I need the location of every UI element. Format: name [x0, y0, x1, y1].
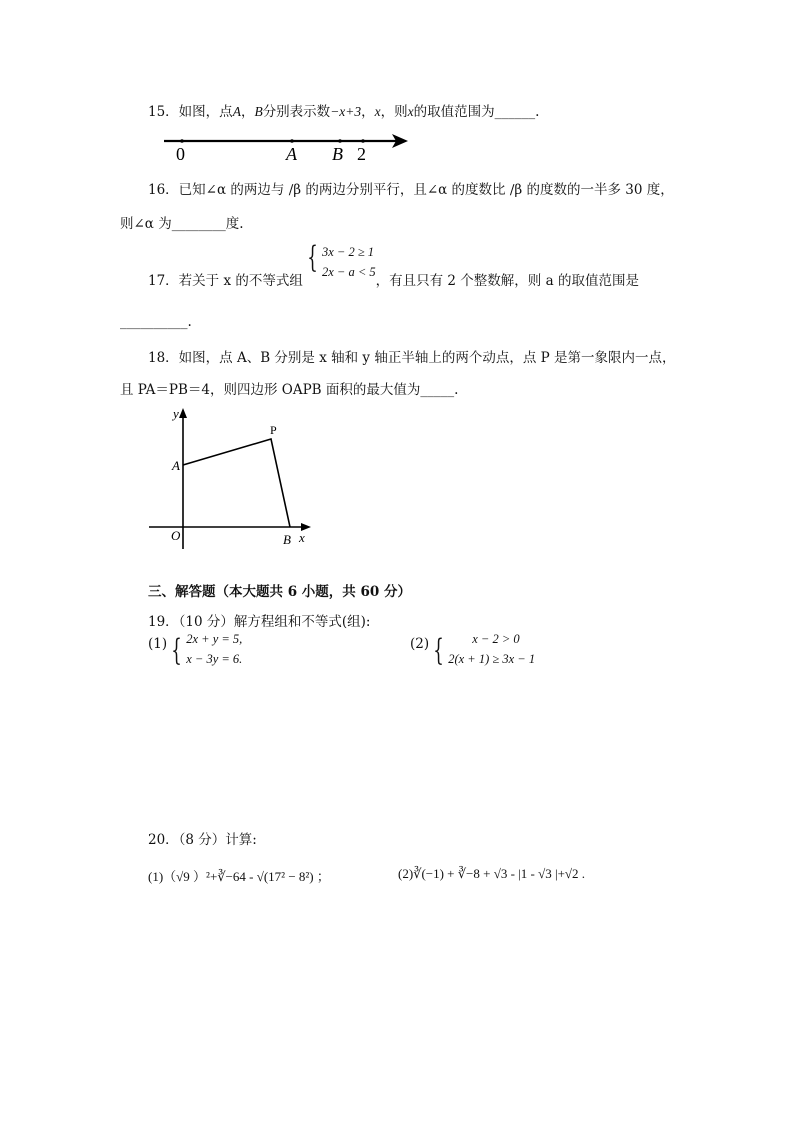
fig-b-label: B	[283, 532, 291, 547]
q17-ineq2: 2x − a < 5	[321, 264, 376, 279]
q15-line	[148, 100, 539, 120]
q20-title: 20．（8 分）计算:	[148, 832, 257, 848]
q19-p1-label: (1)	[148, 636, 168, 652]
numberline-zero: 0	[176, 144, 185, 164]
q15-text-a: 15．如图，点	[148, 104, 233, 120]
q19-p2-eq2: 2(x + 1) ≥ 3x − 1	[448, 651, 536, 666]
q16-line2: 则∠α 为________度.	[120, 216, 244, 232]
section-heading: 三、解答题（本大题共 6 小题，共 60 分）	[148, 584, 411, 600]
numberline-point-b: B	[332, 144, 343, 164]
q19-p1-eq1: 2x + y = 5,	[186, 631, 243, 646]
q15-expr1: −x+3	[330, 104, 362, 119]
q15-x: x	[374, 104, 381, 119]
q19-p2-brace: {	[433, 633, 444, 668]
q19-part2	[410, 631, 536, 677]
q17-tail: ，有且只有 2 个整数解，则 a 的取值范围是	[375, 273, 639, 289]
q19-part1	[148, 631, 243, 677]
q17-ineq1: 3x − 2 ≥ 1	[321, 244, 375, 259]
q17-blank: __________.	[120, 314, 192, 330]
coordinate-figure	[145, 404, 325, 554]
q18-line1: 18．如图，点 A、B 分别是 x 轴和 y 轴正半轴上的两个动点，点 P 是第一象限内一点，	[148, 350, 676, 366]
numberline-point-a: A	[286, 144, 297, 164]
q19-p2-eq1: x − 2 > 0	[472, 631, 520, 646]
q15-sep: ，	[361, 104, 375, 120]
fig-y-label: y	[173, 406, 179, 421]
q17-brace: {	[307, 240, 318, 275]
q19-p1-brace: {	[171, 633, 182, 668]
q20-part1: (1)（√9 ）²+∛−64 - √(17² − 8²) ；	[148, 869, 330, 884]
q19-p1-eq2: x − 3y = 6.	[186, 651, 243, 666]
q15-B: B	[254, 104, 263, 119]
q19-p2-label: (2)	[410, 636, 430, 652]
q19-title: 19．（10 分）解方程组和不等式(组):	[148, 614, 371, 630]
fig-x-label: x	[299, 530, 305, 545]
q15-text-d: 的取值范围为______.	[413, 104, 540, 120]
q15-x2: x	[407, 104, 414, 119]
q17-lead: 17．若关于 x 的不等式组	[148, 273, 303, 289]
q16-line1: 16．已知∠α 的两边与 ∕β 的两边分别平行，且∠α 的度数比 ∕β 的度数的一半多 30 度，	[148, 182, 674, 198]
fig-a-label: A	[172, 458, 180, 473]
q17-line	[148, 240, 639, 289]
q18-line2: 且 PA＝PB＝4，则四边形 OAPB 面积的最大值为_____.	[120, 382, 459, 398]
q15-text-c: ，则	[380, 104, 408, 120]
q15-text-b: 分别表示数	[262, 104, 331, 120]
numberline-two: 2	[357, 144, 366, 164]
q15-A: A	[232, 104, 241, 119]
q20-part2: (2)∛(−1) + ∛−8 + √3 - |1 - √3 |+√2 .	[398, 866, 586, 881]
number-line-figure	[160, 130, 420, 166]
fig-o-label: O	[171, 528, 181, 543]
q15-comma: ，	[240, 104, 255, 120]
fig-p-label: P	[270, 423, 277, 437]
